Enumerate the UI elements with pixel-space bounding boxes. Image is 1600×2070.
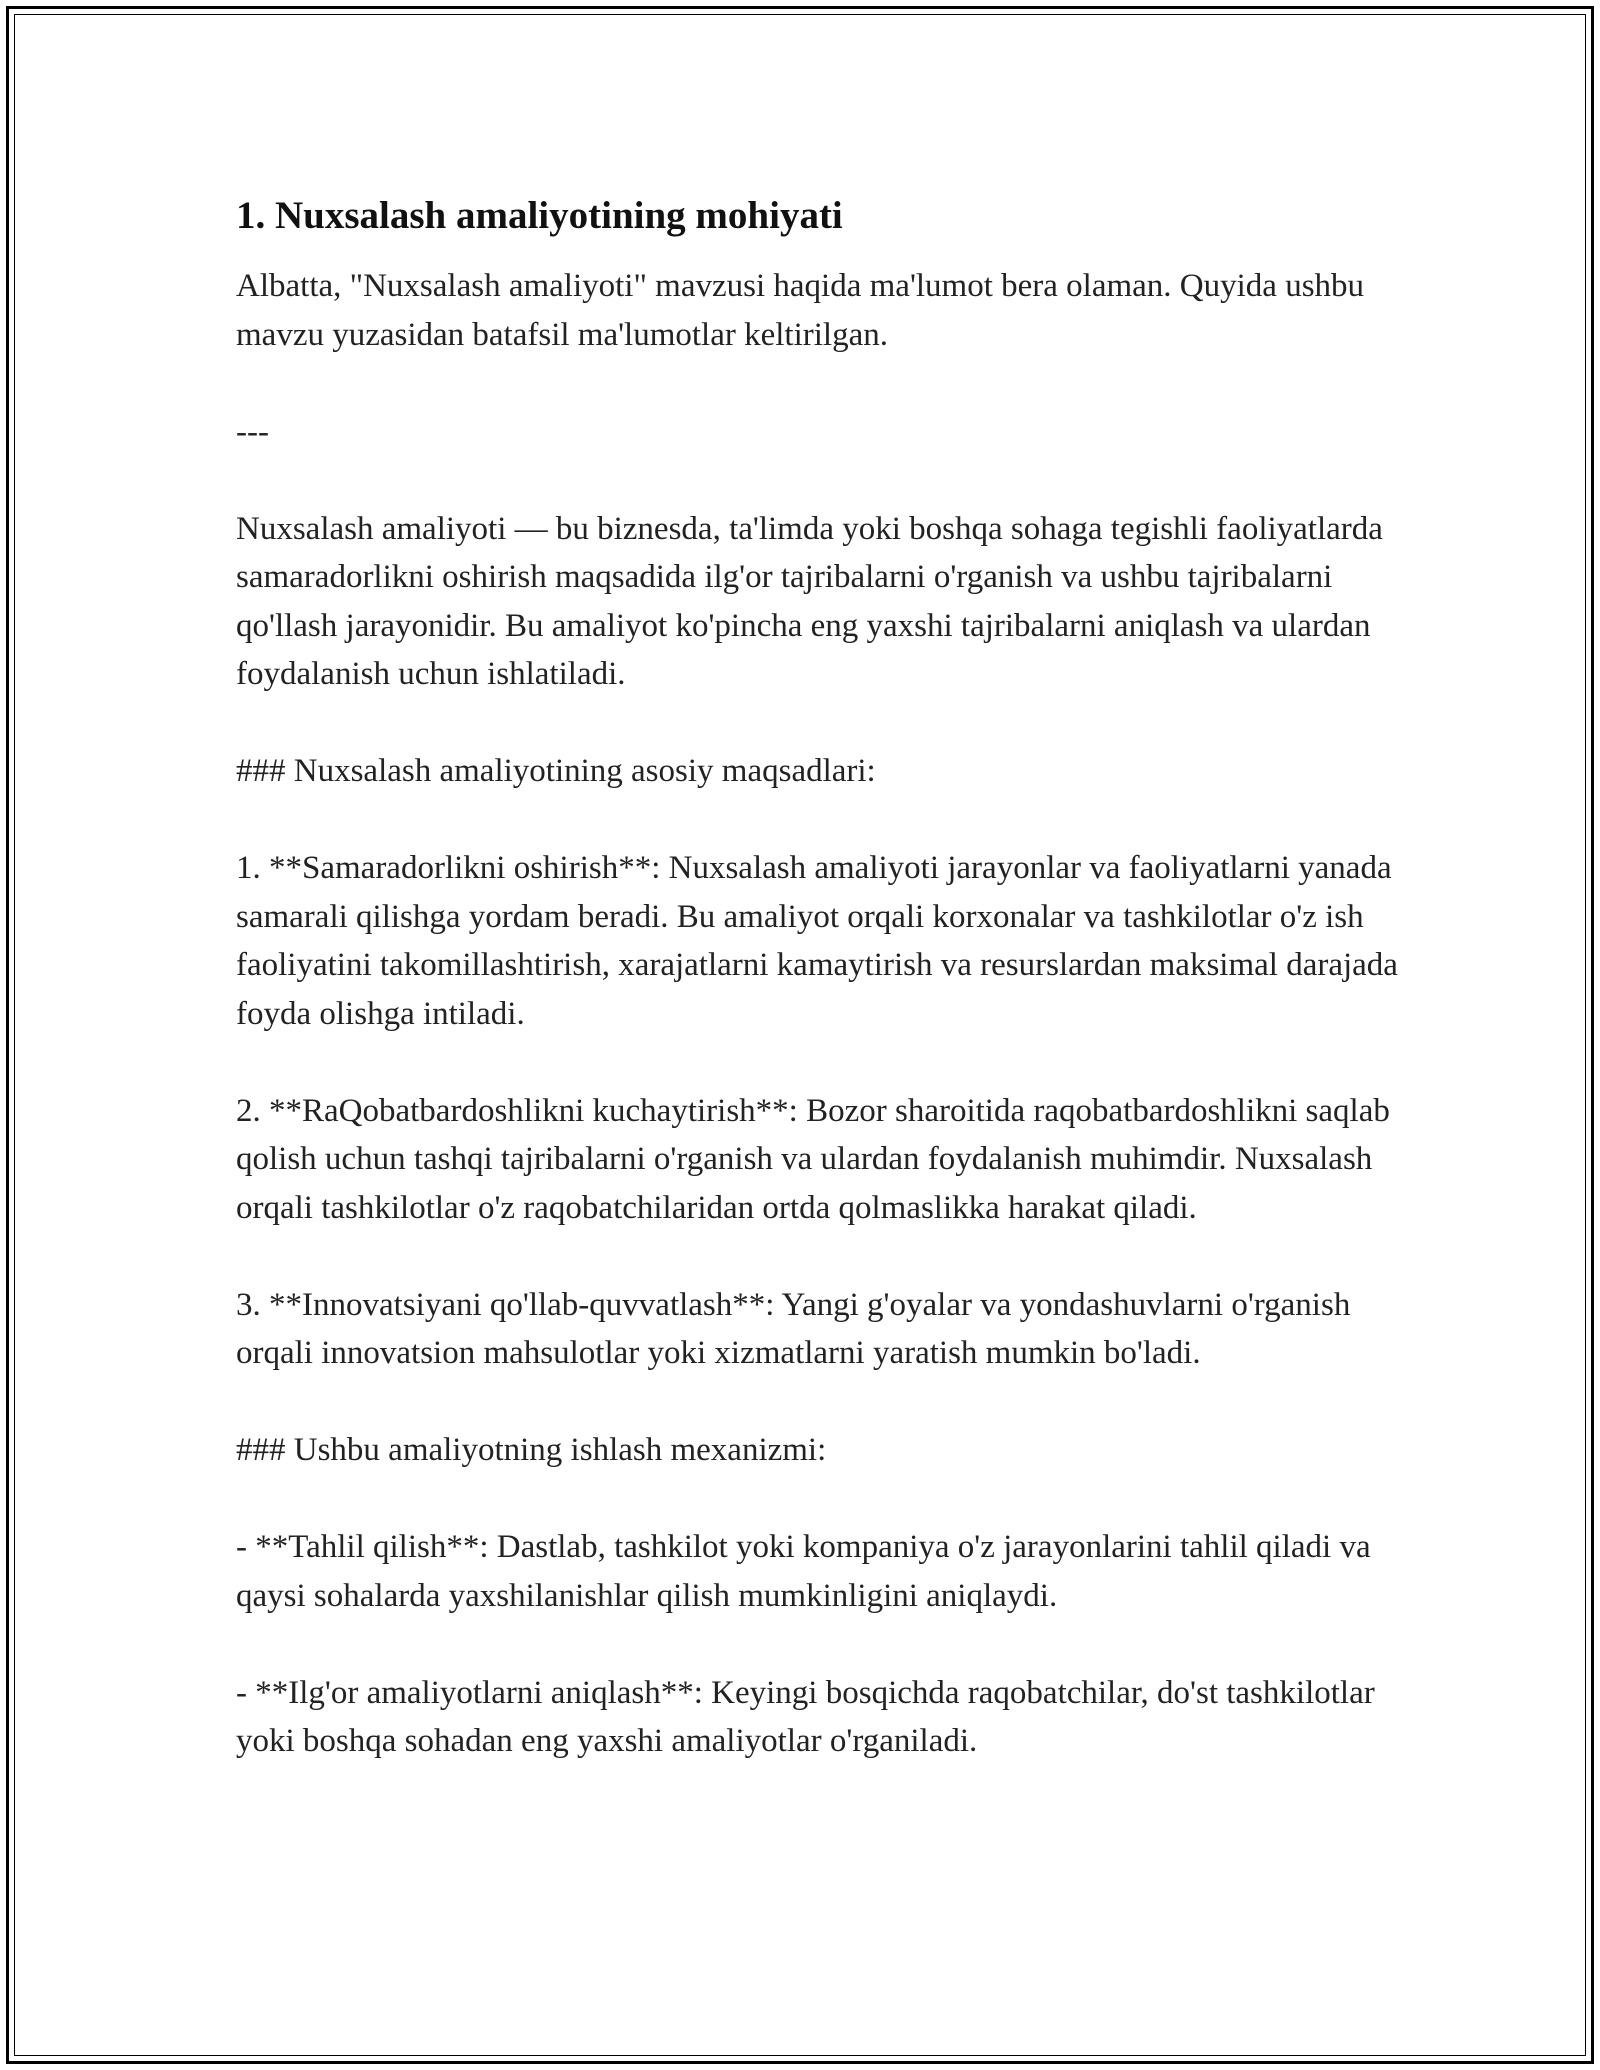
mechanism-item: - **Tahlil qilish**: Dastlab, tashkilot yoki kompaniya o'z jarayonlarini tahlil qiladi va qaysi sohalarda yaxshilanishlar qilish mumkinligini aniqlaydi. [236,1529,1371,1614]
document-title: 1. Nuxsalash amaliyotining mohiyati [236,194,843,237]
mechanism-item: - **Ilg'or amaliyotlarni aniqlash**: Keyingi bosqichda raqobatchilar, do'st tashkilotlar yoki boshqa sohadan eng yaxshi amaliyotlar o'rganiladi. [236,1674,1375,1759]
intro-paragraph: Albatta, "Nuxsalash amaliyoti" mavzusi haqida ma'lumot bera olaman. Quyida ushbu mavzu yuzasidan batafsil ma'lumotlar keltirilgan. [236,268,1365,353]
document-body [236,188,1406,1766]
goals-heading: ### Nuxsalash amaliyotining asosiy maqsadlari: [236,753,876,789]
goal-item: 1. **Samaradorlikni oshirish**: Nuxsalash amaliyoti jarayonlar va faoliyatlarni yanada samarali qilishga yordam beradi. Bu amaliyot orqali korxonalar va tashkilotlar o'z ish faoliyatini takomillashtirish, xarajatlarni kamaytirish va resurslardan maksimal darajada foyda olishga intiladi. [236,850,1398,1032]
goal-item: 2. **RaQobatbardoshlikni kuchaytirish**: Bozor sharoitida raqobatbardoshlikni saqlab qolish uchun tashqi tajribalarni o'rganish va ulardan foydalanish muhimdir. Nuxsalash orqali tashkilotlar o'z raqobatchilaridan ortda qolmaslikka harakat qiladi. [236,1092,1390,1226]
mechanism-heading: ### Ushbu amaliyotning ishlash mexanizmi: [236,1432,827,1468]
separator-line: --- [236,413,269,450]
definition-paragraph: Nuxsalash amaliyoti — bu biznesda, ta'limda yoki boshqa sohaga tegishli faoliyatlarda samaradorlikni oshirish maqsadida ilg'or tajribalarni o'rganish va ushbu tajribalarni qo'llash jarayonidir. Bu amaliyot ko'pincha eng yaxshi tajribalarni aniqlash va ulardan foydalanish uchun ishlatiladi. [236,510,1383,692]
goal-item: 3. **Innovatsiyani qo'llab-quvvatlash**: Yangi g'oyalar va yondashuvlarni o'rganish orqali innovatsion mahsulotlar yoki xizmatlarni yaratish mumkin bo'ladi. [236,1286,1351,1371]
